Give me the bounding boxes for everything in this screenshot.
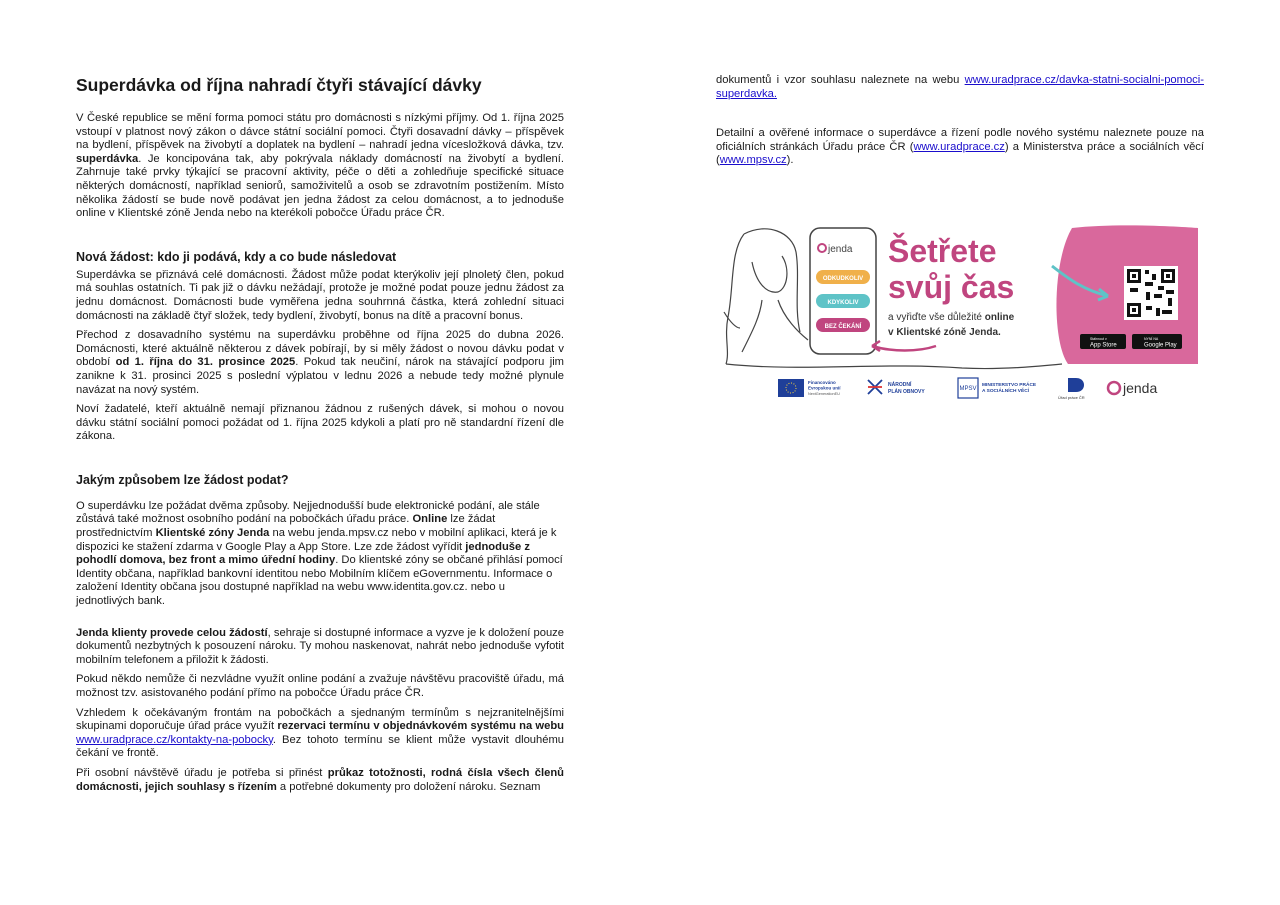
jenda-promo-banner [722,222,1198,402]
eu-logo [778,379,841,397]
bold-text: průkaz totožnosti, rodná čísla všech členů domácnosti, jejich souhlasy s řízením [76,766,564,793]
text: O superdávku lze požádat dvěma způsoby. Nejjednodušší bude elektronické podání, ale stále zůstává také možnost osobního podání na pobočkách úřadu práce. [76,499,540,526]
pill-anywhere-label: ODKUDKOLIV [822,276,864,282]
text: ) a Ministerstva práce a sociálních věcí ( [716,140,1204,167]
banner-subline-1: a vyřiďte vše důležité online [888,312,1015,323]
mpsv-logo-box-text: MPSV [959,386,977,392]
googleplay-small-label: NYNÍ NA [1144,337,1159,341]
eu-logo-text-3: NextGenerationEU [808,392,840,396]
text: . Pokud tak neučiní, nárok na stávající podporu jim zanikne k 31. prosinci 2025 s poslední výplatou v lednu 2026 a nebude tedy možné plynule navázat na nový systém. [76,356,564,396]
eu-logo-text-2: Evropskou unií [808,385,841,391]
section2-paragraph-1 [76,500,564,609]
npo-logo-text-2: PLÁN OBNOVY [888,389,925,395]
section-heading-how-to-apply: Jakým způsobem lze žádost podat? [76,472,289,487]
section1-paragraph-3: Noví žadatelé, kteří aktuálně nemají přiznanou žádnou z rušených dávek, si mohou o novou dávku státní sociální pomoci požádat od 1. října 2025 kdykoli a platí pro ně standardní řízení dle zákona. [76,403,564,443]
intro-paragraph [76,112,564,221]
mpsv-logo-text-2: A SOCIÁLNÍCH VĚCÍ [982,389,1029,394]
bold-date-range: od 1. října do 31. prosince 2025 [115,356,296,369]
bold-text: Klientské zóny Jenda [155,527,270,540]
bold-text: Online [412,513,448,526]
magenta-arrow-icon [872,346,936,351]
appstore-label: App Store [1090,342,1117,349]
section2-paragraph-5 [76,767,564,794]
text: Při osobní návštěvě úřadu je potřeba si přinést [76,766,328,779]
jenda-footer-logo-text: jenda [1123,380,1158,396]
superdavka-link[interactable]: www.uradprace.cz/davka-statni-socialni-pomoci-superdavka. [716,74,1204,100]
section1-paragraph-1: Superdávka se přiznává celé domácnosti. Žádost může podat kterýkoliv její plnoletý člen, pokud má souhlas ostatních. Ti pak již o dávku nežádají, protože je možné podat pouze jednu žádost za jednu domácnost. Domácnosti bude vyměřena jedna souhrnná částka, která zohlední situaci domácnosti na základě čtyř složek, tedy bydlení, živobytí, bonus na dítě a pracovní bonus. [76,268,564,322]
npo-logo-text-1: NÁRODNÍ [888,382,912,388]
right-paragraph-2 [716,127,1204,168]
appstore-small-label: Stáhnout v [1090,337,1107,341]
urad-prace-logo-text: Úřad práce ČR [1058,395,1085,400]
phone-app-name: jenda [828,244,853,255]
banner-headline-2: svůj čas [888,269,1015,305]
mpsv-link[interactable]: www.mpsv.cz [719,154,787,167]
text: , sehraje si dostupné informace a vyzve je k doložení pouze dokumentů nezbytných k posouzení nároku. Ty mohou naskenovat, nahrát nebo jednoduše vyfotit mobilním telefonem a přiložit k žádosti. [76,626,565,666]
text: Vzhledem k očekávaným frontám na pobočkách a sjednaným termínům s nejzranitelnějšími skupinami doporučuje úřad práce využít [76,706,564,733]
text: lze žádat prostřednictvím [76,513,496,540]
section1-paragraph-2 [76,329,564,397]
branches-link[interactable]: www.uradprace.cz/kontakty-na-pobocky [76,733,273,746]
bold-text: Jenda klienty provede celou žádostí [76,626,268,639]
mpsv-logo [958,378,1037,398]
google-play-badge[interactable] [1132,334,1182,349]
text: ). [786,154,794,167]
urad-prace-logo [1058,378,1085,400]
googleplay-label: Google Play [1144,342,1177,349]
left-column [76,74,564,800]
section2-paragraph-4 [76,707,564,761]
intro-bold-term: superdávka [76,152,139,165]
text: na webu jenda.mpsv.cz nebo v mobilní aplikaci, která je k dispozici ke stažení zdarma v Google Play a App Store. Lze zde žádost vyřídit [76,527,557,553]
intro-text-2: . Je koncipována tak, aby pokrývala náklady domácností na živobytí a bydlení. Zahrnuje také prvky týkající se pracovní aktivity, péče o děti a zohledňuje specifické situace některých domácností, například seniorů, samoživitelů a osob se zdravotním postižením. Místo několika žádostí se bude nově podávat jen jedna žádost za celou domácnost, a to jednoduše online v Klientské zóně Jenda nebo na kterékoli pobočce Úřadu práce ČR. [76,152,564,220]
pill-anytime-label: KDYKOLIV [827,300,859,306]
intro-text-1: V České republice se mění forma pomoci státu pro domácnosti s nízkými příjmy. Od 1. října 2025 vstoupí v platnost nový zákon o dávce státní sociální pomoci. Čtyři dosavadní dávky – příspěvek na bydlení, příspěvek na živobytí a doplatek na bydlení – nahradí jedna vícesložková dávka, tzv. [76,112,564,152]
text: . Bez tohoto termínu se klient může vystavit dlouhému čekání ve frontě. [76,733,564,760]
phone-illustration [810,228,876,354]
section2-paragraph-3: Pokud někdo nemůže či nezvládne využít online podání a zvažuje návštěvu pracoviště úřadu, má možnost tzv. asistovaného podání přímo na pobočce Úřadu práce ČR. [76,673,564,699]
section-heading-new-application: Nová žádost: kdo ji podává, kdy a co bude následovat [76,249,397,264]
banner-headline-1: Šetřete [888,233,997,269]
pill-no-waiting-label: BEZ ČEKÁNÍ [824,324,862,330]
bold-text: rezervaci termínu v objednávkovém systému na webu [277,720,564,733]
text: Přechod z dosavadního systému na superdávku proběhne od října 2025 do dubna 2026. Domácnosti, které aktuálně některou z dávek pobírají, by si měly žádost o novou dávku podat v období [76,329,564,369]
article-title: Superdávka od října nahradí čtyři stávající dávky [76,75,482,95]
text: . Do klientské zóny se občané přihlásí pomocí Identity občana, například bankovní identitou nebo Mobilním klíčem eGovernmentu. Informace o založení Identity občana jsou dostupné například na webu www.identita.gov.cz. nebo u jednotlivých bank. [76,554,563,608]
bold-text: jednoduše z pohodlí domova, bez front a mimo úřední hodiny [76,540,530,567]
right-column [716,74,1204,174]
jenda-footer-logo [1108,380,1157,396]
uradprace-link[interactable]: www.uradprace.cz [913,140,1005,153]
banner-subline-2: v Klientské zóně Jenda. [888,327,1001,338]
right-paragraph-1 [716,74,1204,101]
eu-logo-text-1: Financováno [808,380,836,385]
qr-code-icon [1124,266,1178,320]
text: Detailní a ověřené informace o superdávce a řízení podle nového systému naleznete pouze na oficiálních stránkách Úřadu práce ČR ( [716,127,1204,153]
mpsv-logo-text-1: MINISTERSTVO PRÁCE [982,383,1037,388]
text: a potřebné dokumenty pro doložení nároku. Seznam [276,780,541,793]
text: dokumentů i vzor souhlasu naleznete na webu [716,74,965,86]
section2-paragraph-2 [76,627,564,668]
npo-logo [868,380,925,395]
app-store-badge[interactable] [1080,334,1126,349]
